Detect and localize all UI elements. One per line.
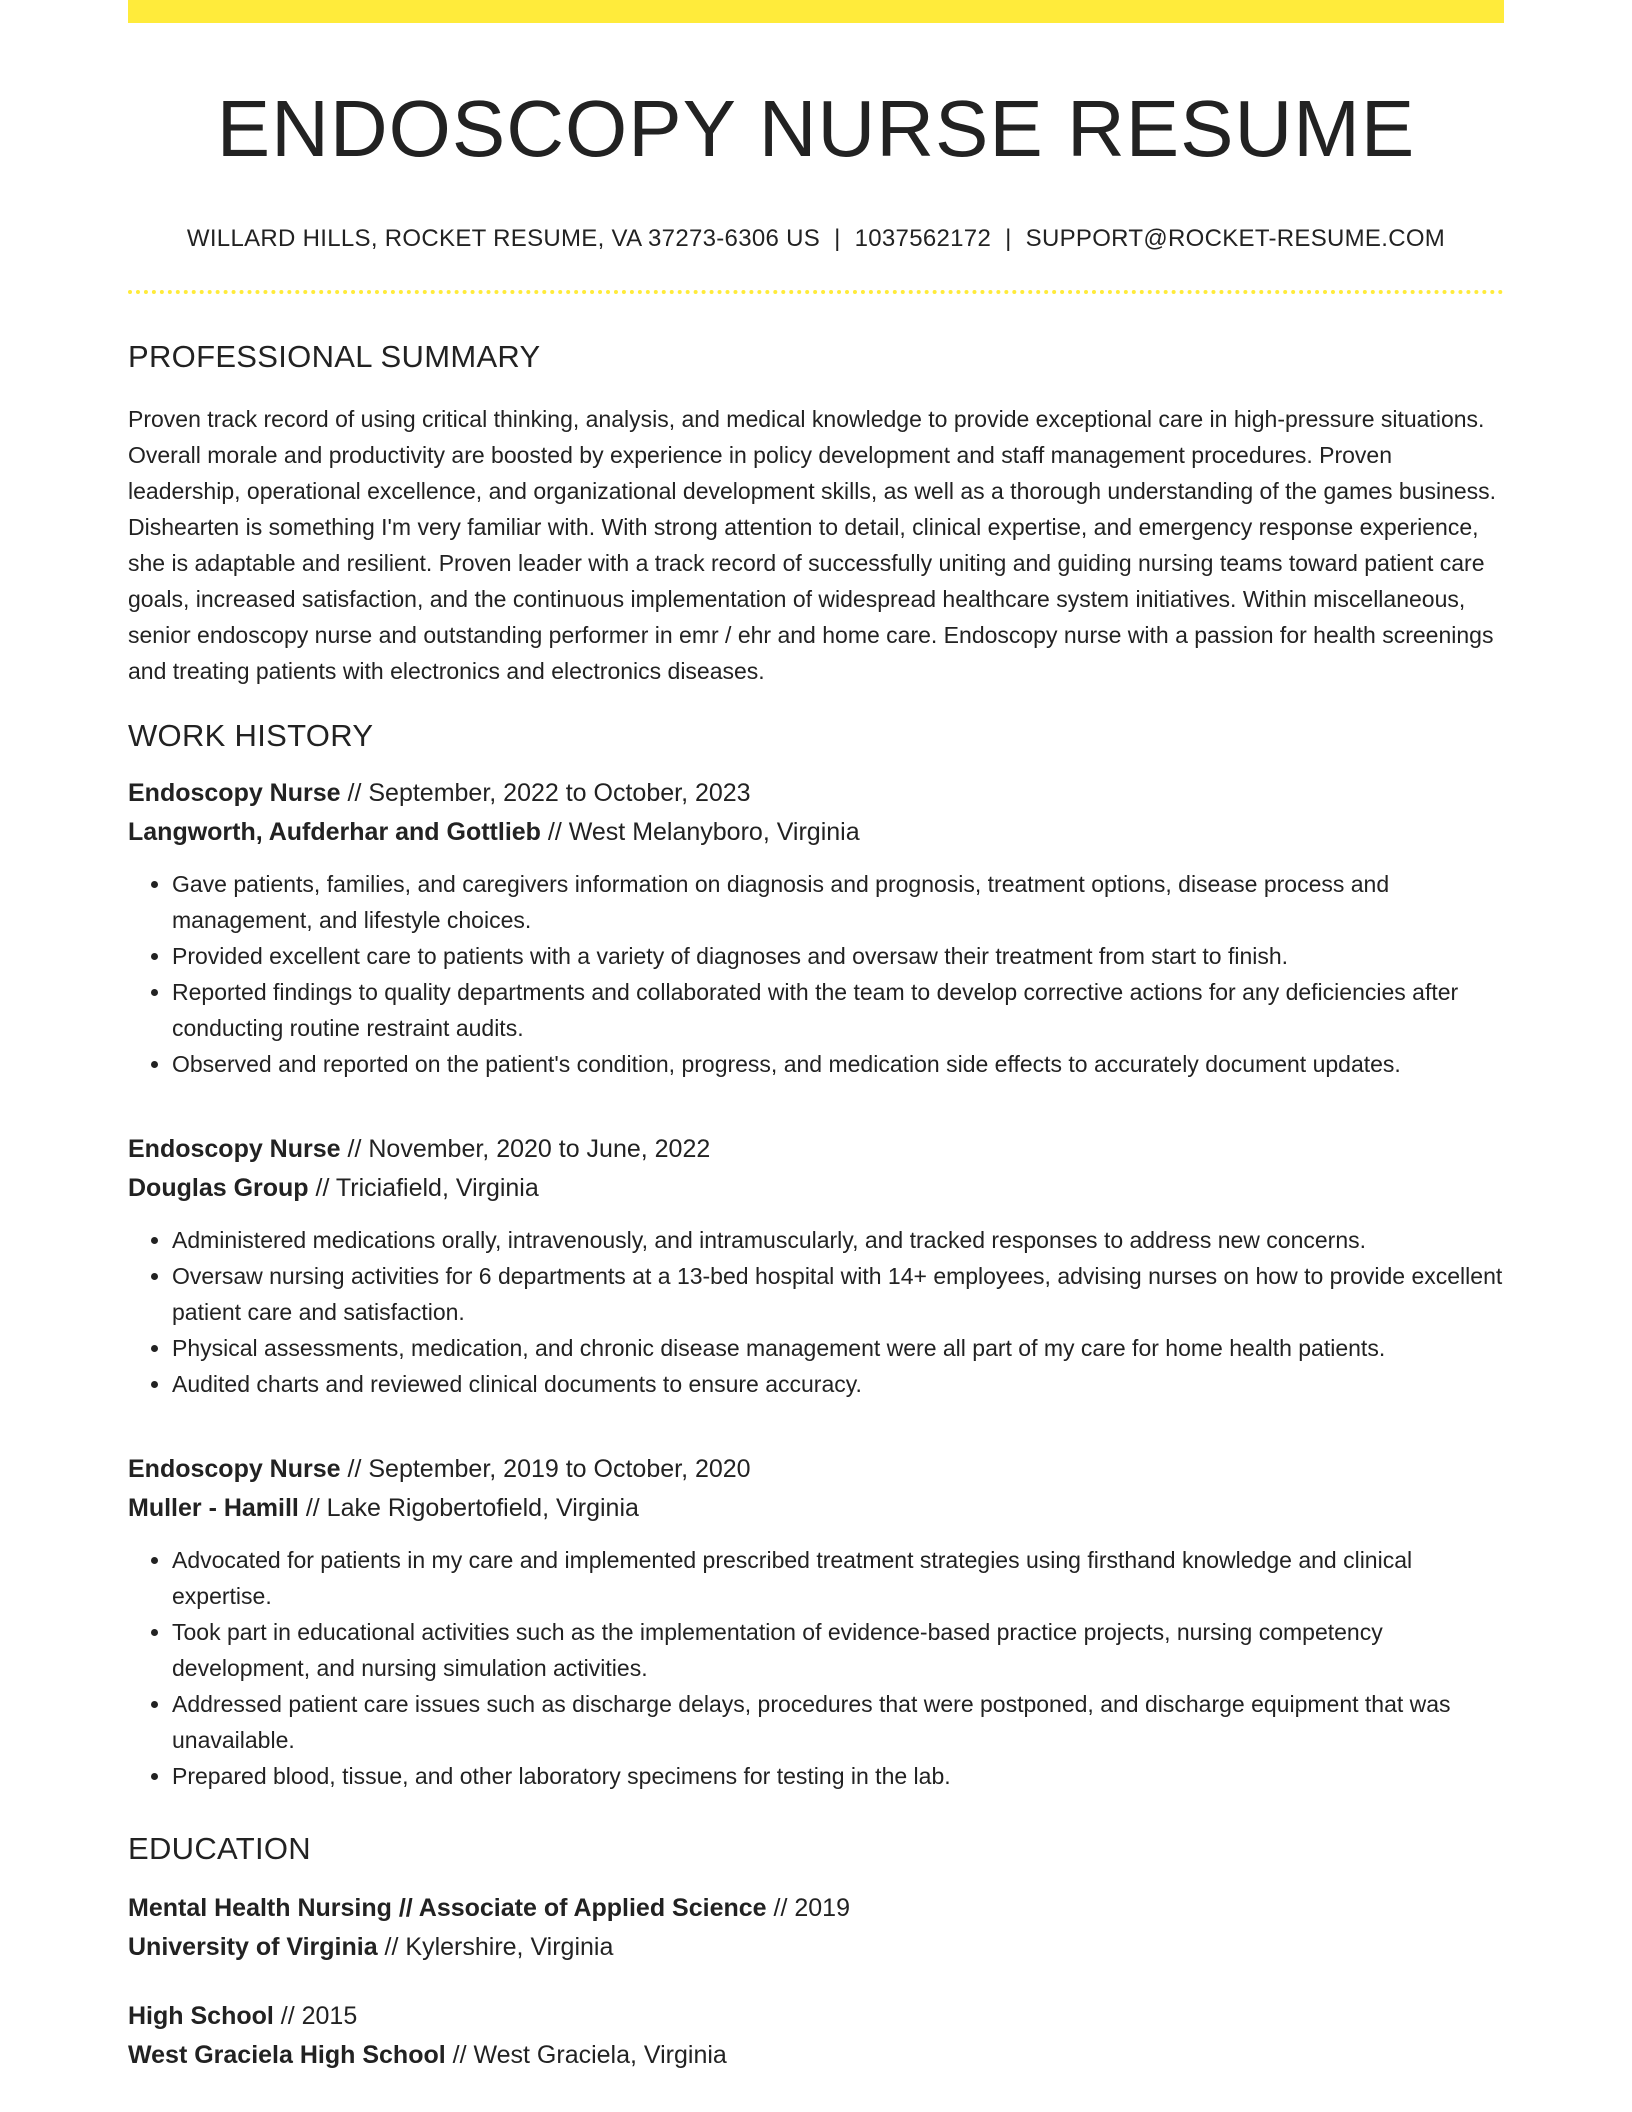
- job-title-line: [128, 1450, 1504, 1489]
- job-location: Lake Rigobertofield, Virginia: [326, 1494, 639, 1523]
- education-school-line: [128, 2036, 1504, 2075]
- job-bullets: [128, 1542, 1504, 1794]
- job-bullet: • Observed and reported on the patient's condition, progress, and medication side effects to accurately document updates.: [172, 1046, 1504, 1082]
- work-history-list: [128, 774, 1504, 1794]
- section-heading-summary: PROFESSIONAL SUMMARY: [128, 338, 541, 374]
- job-bullets: [128, 866, 1504, 1082]
- job-role: Endoscopy Nurse: [128, 1135, 341, 1164]
- job-role: Endoscopy Nurse: [128, 779, 341, 808]
- delimiter: //: [340, 1135, 369, 1164]
- job-bullet: • Advocated for patients in my care and implemented prescribed treatment strategies using firsthand knowledge and clinical expertise.: [172, 1542, 1504, 1614]
- delimiter: //: [377, 1933, 406, 1962]
- education-entry: [128, 1997, 1504, 2075]
- job-location: West Melanyboro, Virginia: [568, 818, 860, 847]
- contact-email: SUPPORT@ROCKET-RESUME.COM: [1025, 225, 1446, 252]
- delimiter: //: [308, 1174, 336, 1203]
- delimiter: //: [445, 2041, 474, 2070]
- job-entry: [128, 1450, 1504, 1794]
- job-company: Douglas Group: [128, 1174, 309, 1203]
- contact-line: [128, 225, 1504, 254]
- section-heading-work: WORK HISTORY: [128, 717, 374, 753]
- job-company: Muller - Hamill: [128, 1494, 299, 1523]
- job-bullet: • Prepared blood, tissue, and other laboratory specimens for testing in the lab.: [172, 1758, 1504, 1794]
- resume-content: [128, 23, 1504, 2075]
- contact-separator: |: [1005, 225, 1012, 252]
- education-entry: [128, 1889, 1504, 1967]
- delimiter: //: [273, 2002, 302, 2031]
- job-title-line: [128, 1130, 1504, 1169]
- delimiter: //: [540, 818, 569, 847]
- job-dates: November, 2020 to June, 2022: [368, 1135, 711, 1164]
- job-bullet: • Reported findings to quality departments and collaborated with the team to develop corrective actions for any deficiencies after conducting routine restraint audits.: [172, 974, 1504, 1046]
- education-location: West Graciela, Virginia: [473, 2041, 727, 2070]
- education-year: 2019: [794, 1894, 850, 1923]
- education-degree: High School: [128, 2002, 274, 2031]
- job-location: Triciafield, Virginia: [335, 1174, 539, 1203]
- job-bullet: • Audited charts and reviewed clinical documents to ensure accuracy.: [172, 1366, 1504, 1402]
- education-school: University of Virginia: [128, 1933, 378, 1962]
- dotted-divider: [128, 290, 1504, 294]
- education-location: Kylershire, Virginia: [405, 1933, 614, 1962]
- job-bullet: • Administered medications orally, intravenously, and intramuscularly, and tracked responses to address new concerns.: [172, 1222, 1504, 1258]
- delimiter: //: [298, 1494, 327, 1523]
- job-bullet: • Gave patients, families, and caregivers information on diagnosis and prognosis, treatment options, disease process and management, and lifestyle choices.: [172, 866, 1504, 938]
- education-school-line: [128, 1928, 1504, 1967]
- education-year: 2015: [301, 2002, 358, 2031]
- job-bullet: • Addressed patient care issues such as discharge delays, procedures that were postponed, and discharge equipment that was unavailable.: [172, 1686, 1504, 1758]
- job-role: Endoscopy Nurse: [128, 1455, 341, 1484]
- contact-phone: 1037562172: [854, 225, 992, 252]
- job-bullet: • Oversaw nursing activities for 6 departments at a 13-bed hospital with 14+ employees, advising nurses on how to provide excellent patient care and satisfaction.: [172, 1258, 1504, 1330]
- job-bullet: • Provided excellent care to patients with a variety of diagnoses and oversaw their treatment from start to finish.: [172, 938, 1504, 974]
- resume-title: ENDOSCOPY NURSE RESUME: [216, 84, 1416, 173]
- job-entry: [128, 774, 1504, 1082]
- job-entry: [128, 1130, 1504, 1402]
- job-bullet: • Physical assessments, medication, and chronic disease management were all part of my care for home health patients.: [172, 1330, 1504, 1366]
- education-school: West Graciela High School: [128, 2041, 446, 2070]
- section-heading-education: EDUCATION: [128, 1831, 311, 1867]
- job-dates: September, 2022 to October, 2023: [368, 779, 751, 808]
- job-company-line: [128, 1489, 1504, 1528]
- contact-address: WILLARD HILLS, ROCKET RESUME, VA 37273-6306 US: [186, 225, 821, 252]
- education-list: [128, 1889, 1504, 2075]
- delimiter: //: [340, 1455, 369, 1484]
- job-title-line: [128, 774, 1504, 813]
- job-bullets: [128, 1222, 1504, 1402]
- delimiter: //: [340, 779, 369, 808]
- job-company-line: [128, 1169, 1504, 1208]
- job-bullet: • Took part in educational activities such as the implementation of evidence-based practice projects, nursing competency development, and nursing simulation activities.: [172, 1614, 1504, 1686]
- education-degree-line: [128, 1997, 1504, 2036]
- job-company-line: [128, 813, 1504, 852]
- job-company: Langworth, Aufderhar and Gottlieb: [128, 818, 541, 847]
- delimiter: //: [766, 1894, 795, 1923]
- education-degree-line: [128, 1889, 1504, 1928]
- accent-bar: [128, 0, 1504, 23]
- contact-separator: |: [834, 225, 841, 252]
- summary-text: Proven track record of using critical thinking, analysis, and medical knowledge to provide exceptional care in high-pressure situations. Overall morale and productivity are boosted by experience in policy development and staff management procedures. Proven leadership, operational excellence, and organizational development skills, as well as a thorough understanding of the games business. Dishearten is something I'm very familiar with. With strong attention to detail, clinical expertise, and emergency response experience, she is adaptable and resilient. Proven leader with a track record of successfully uniting and guiding nursing teams toward patient care goals, increased satisfaction, and the continuous implementation of widespread healthcare system initiatives. Within miscellaneous, senior endoscopy nurse and outstanding performer in emr / ehr and home care. Endoscopy nurse with a passion for health screenings and treating patients with electronics and electronics diseases.: [128, 405, 1497, 684]
- education-degree: Mental Health Nursing // Associate of Applied Science: [128, 1894, 767, 1923]
- job-dates: September, 2019 to October, 2020: [368, 1455, 751, 1484]
